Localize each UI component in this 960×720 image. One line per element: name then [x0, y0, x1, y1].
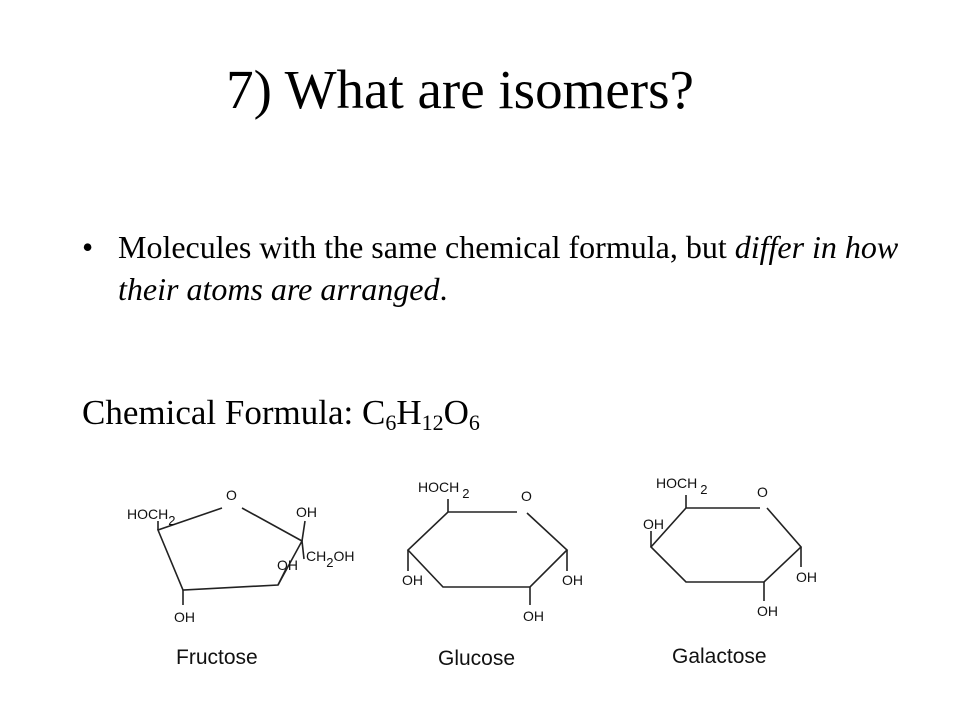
galactose-name: Galactose — [672, 645, 767, 668]
fructose-oh-right-label: OH — [277, 557, 298, 573]
formula-h: H — [396, 393, 422, 432]
fructose-bond-oh-top — [302, 521, 305, 541]
fructose-labels — [127, 487, 354, 669]
fructose-oh-top-label: OH — [296, 504, 317, 520]
bullet-dot: • — [82, 229, 94, 265]
galactose-oh-bottom-label: OH — [757, 603, 778, 619]
glucose-ring — [408, 512, 567, 587]
fructose-oh-bottom-label: OH — [174, 609, 195, 625]
glucose-hoch-label: HOCH 2 — [418, 479, 470, 501]
formula-c-sub: 6 — [385, 410, 397, 435]
galactose-ring-o-label: O — [757, 484, 768, 500]
fructose-ch2oh-label: CH2OH — [306, 548, 355, 570]
bullet-text — [118, 226, 902, 310]
formula-label: Chemical Formula: — [82, 393, 362, 432]
bullet-text-italic: differ in how their atoms are arranged — [118, 229, 899, 307]
galactose-labels — [643, 475, 817, 668]
fructose-name: Fructose — [176, 646, 258, 669]
bullet-item — [82, 226, 902, 310]
chemical-formula — [82, 392, 480, 434]
fructose-ring-o-label: O — [226, 487, 237, 503]
fructose-hoch-label: HOCH2 — [127, 506, 176, 528]
slide-title: 7) What are isomers? — [226, 59, 694, 120]
glucose-structure — [408, 499, 567, 605]
isomer-structures — [0, 455, 960, 720]
glucose-oh-right-label: OH — [562, 572, 583, 588]
fructose-ring — [158, 508, 302, 590]
fructose-bond-ch2oh — [302, 541, 304, 559]
galactose-structure — [651, 495, 801, 601]
galactose-oh-right-label: OH — [796, 569, 817, 585]
glucose-oh-bottom-label: OH — [523, 608, 544, 624]
galactose-hoch-label: HOCH 2 — [656, 475, 708, 497]
galactose-ring — [651, 508, 801, 582]
formula-o-sub: 6 — [468, 410, 480, 435]
formula-c: C — [361, 393, 386, 432]
glucose-ring-o-label: O — [521, 488, 532, 504]
bullet-text-part-1: Molecules with the same chemical formula, but — [118, 229, 735, 265]
galactose-oh-left-label: OH — [643, 516, 664, 532]
glucose-labels — [402, 479, 583, 670]
formula-o: O — [443, 393, 469, 432]
glucose-name: Glucose — [438, 647, 516, 670]
glucose-oh-left-label: OH — [402, 572, 423, 588]
bullet-text-part-2: . — [439, 271, 448, 307]
formula-h-sub: 12 — [421, 410, 444, 435]
